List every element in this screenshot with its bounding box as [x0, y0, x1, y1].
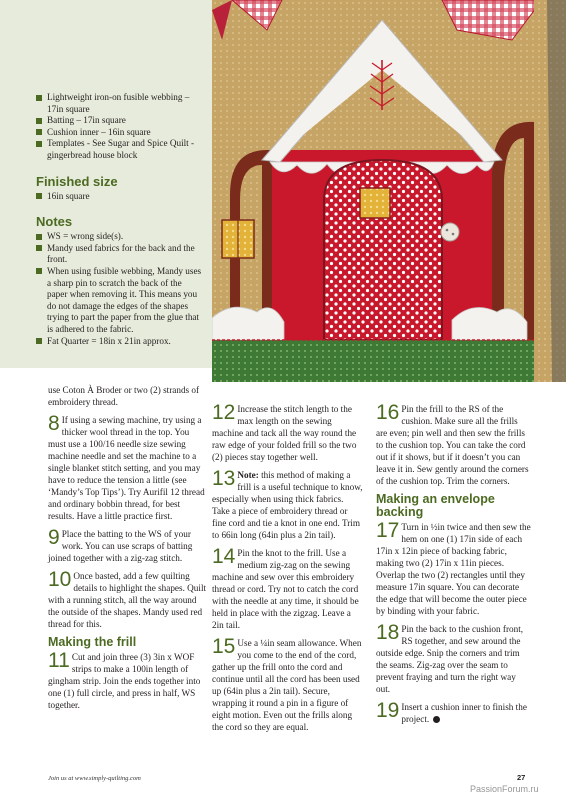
materials-item: Cushion inner – 16in square: [36, 127, 202, 139]
end-mark-icon: [433, 716, 440, 723]
step-text: Pin the knot to the frill. Use a medium zig-zag on the sewing machine and sew over this embroidery thread or cord. Try not to catch the cord with the needle at any time, it should be held in place with the zigzag. Leave a 2in tail.: [212, 548, 359, 630]
gingerbread-house-photo: [212, 0, 566, 382]
step-11: [48, 651, 208, 711]
notes-heading: Notes: [36, 214, 73, 230]
text-column-2: [212, 403, 363, 739]
footer-website: Join us at www.simply-quilting.com: [48, 775, 141, 782]
step-8: [48, 414, 208, 522]
column1-intro: use Coton À Broder or two (2) strands of embroidery thread.: [48, 385, 200, 407]
step-number: 12: [212, 401, 236, 424]
page-number: 27: [517, 773, 526, 782]
step-16: [376, 403, 531, 487]
notes-item: When using fusible webbing, Mandy uses a sharp pin to scratch the back of the paper when removing it. This means you do not damage the edges of the shapes trying to part the paper from the glue that is adhered to the fabric.: [36, 266, 202, 336]
step-number: 19: [376, 699, 400, 722]
notes-item: WS = wrong side(s).: [36, 231, 202, 243]
text-column-1: [48, 384, 208, 717]
step-10: [48, 570, 208, 630]
step-17: [376, 521, 531, 617]
step-text: Once basted, add a few quilting details to highlight the shapes. Quilt with a running stitch, all the way around the outside of the shapes. Mandy used red thread for this.: [48, 571, 207, 629]
step-number: 16: [376, 401, 400, 424]
step-text: Use a ¼in seam allowance. When you come to the end of the cord, gather up the frill onto the cord and continue until all the cord has been used up (64in plus a 2in tail). Secure, wrapping it round a pin in a figure of eight motion. Even out the frills along the cord so they are equal.: [212, 638, 362, 732]
step-number: 18: [376, 621, 400, 644]
note-label: Note:: [237, 470, 259, 480]
step-text: If using a sewing machine, try using a thicker wool thread in the top. You must use a 100/16 needle size sewing machine needle and set the machine to a single blanket stitch setting, and you may have to reduce the tension a little (see ‘Mandy’s Top Tips’). Try Aurifil 12 thread and ordinary bobbin thread, for best results. Have a little practice first.: [48, 415, 205, 521]
step-number: 13: [212, 467, 236, 490]
step-number: 15: [212, 635, 236, 658]
step-text: Increase the stitch length to the max length on the sewing machine and tack all the way round the raw edge of your folded frill so the two (2) pieces stay together well.: [212, 404, 357, 462]
notes-item: Fat Quarter = 18in x 21in approx.: [36, 336, 202, 348]
materials-item: Templates - See Sugar and Spice Quilt - gingerbread house block: [36, 138, 202, 161]
notes-list: [36, 231, 202, 347]
step-text: Turn in ½in twice and then sew the hem on one (1) 17in side of each 17in x 12in piece of backing fabric, making two (2) 17in x 11in pieces. Overlap the two (2) rectangles until they measure 17in square. You can decorate the edge that will become the outer piece by binding with your fabric.: [376, 522, 531, 616]
step-text: Insert a cushion inner to finish the project.: [401, 702, 527, 724]
step-text: Pin the back to the cushion front, RS together, and sew around the outside edge. Snip the corners and trim the seams. Zig-zag over the seam to prevent fraying and turn the right way out.: [376, 624, 524, 694]
step-number: 14: [212, 545, 236, 568]
step-15: [212, 637, 363, 733]
step-number: 10: [48, 568, 72, 591]
finished-size-item: 16in square: [36, 191, 202, 203]
step-text: Pin the frill to the RS of the cushion. Make sure all the frills are even; pin well and then sew the frills to the cushion top. You can take the cord out if it shows, but if it doesn’t you can leave it in. Sew gently around the corners of the cushion top. Trim the corners.: [376, 404, 529, 486]
envelope-heading: Making an envelope backing: [376, 492, 495, 519]
frill-heading: Making the frill: [48, 635, 137, 649]
step-number: 8: [48, 412, 60, 435]
watermark: PassionForum.ru: [470, 784, 539, 794]
step-12: [212, 403, 363, 463]
step-text: Place the batting to the WS of your work. You can use scraps of batting joined together with a zig-zag stitch.: [48, 529, 193, 563]
finished-size-heading: Finished size: [36, 173, 118, 189]
notes-item: Mandy used fabrics for the back and the front.: [36, 243, 202, 266]
step-number: 11: [48, 649, 70, 672]
text-column-3: [376, 403, 531, 731]
step-text: Cut and join three (3) 3in x WOF strips to make a 100in length of gingham strip. Join the ends together into one (1) full circle, and press in half, WS together.: [48, 652, 201, 710]
step-13: [212, 469, 363, 541]
step-text: this method of making a frill is a useful technique to know, especially when using thick fabrics. Take a piece of embroidery thread or fine cord and tie a knot in one end. Trim to 66in long (64in plus a 2in tail).: [212, 470, 363, 540]
step-9: [48, 528, 208, 564]
step-18: [376, 623, 531, 695]
materials-item: Lightweight iron-on fusible webbing – 17in square: [36, 92, 202, 115]
step-14: [212, 547, 363, 631]
step-19: [376, 701, 531, 725]
materials-item: Batting – 17in square: [36, 115, 202, 127]
finished-size-list: [36, 191, 202, 203]
materials-panel: [0, 0, 212, 368]
step-number: 17: [376, 519, 400, 542]
materials-list: [36, 92, 202, 162]
step-number: 9: [48, 526, 60, 549]
